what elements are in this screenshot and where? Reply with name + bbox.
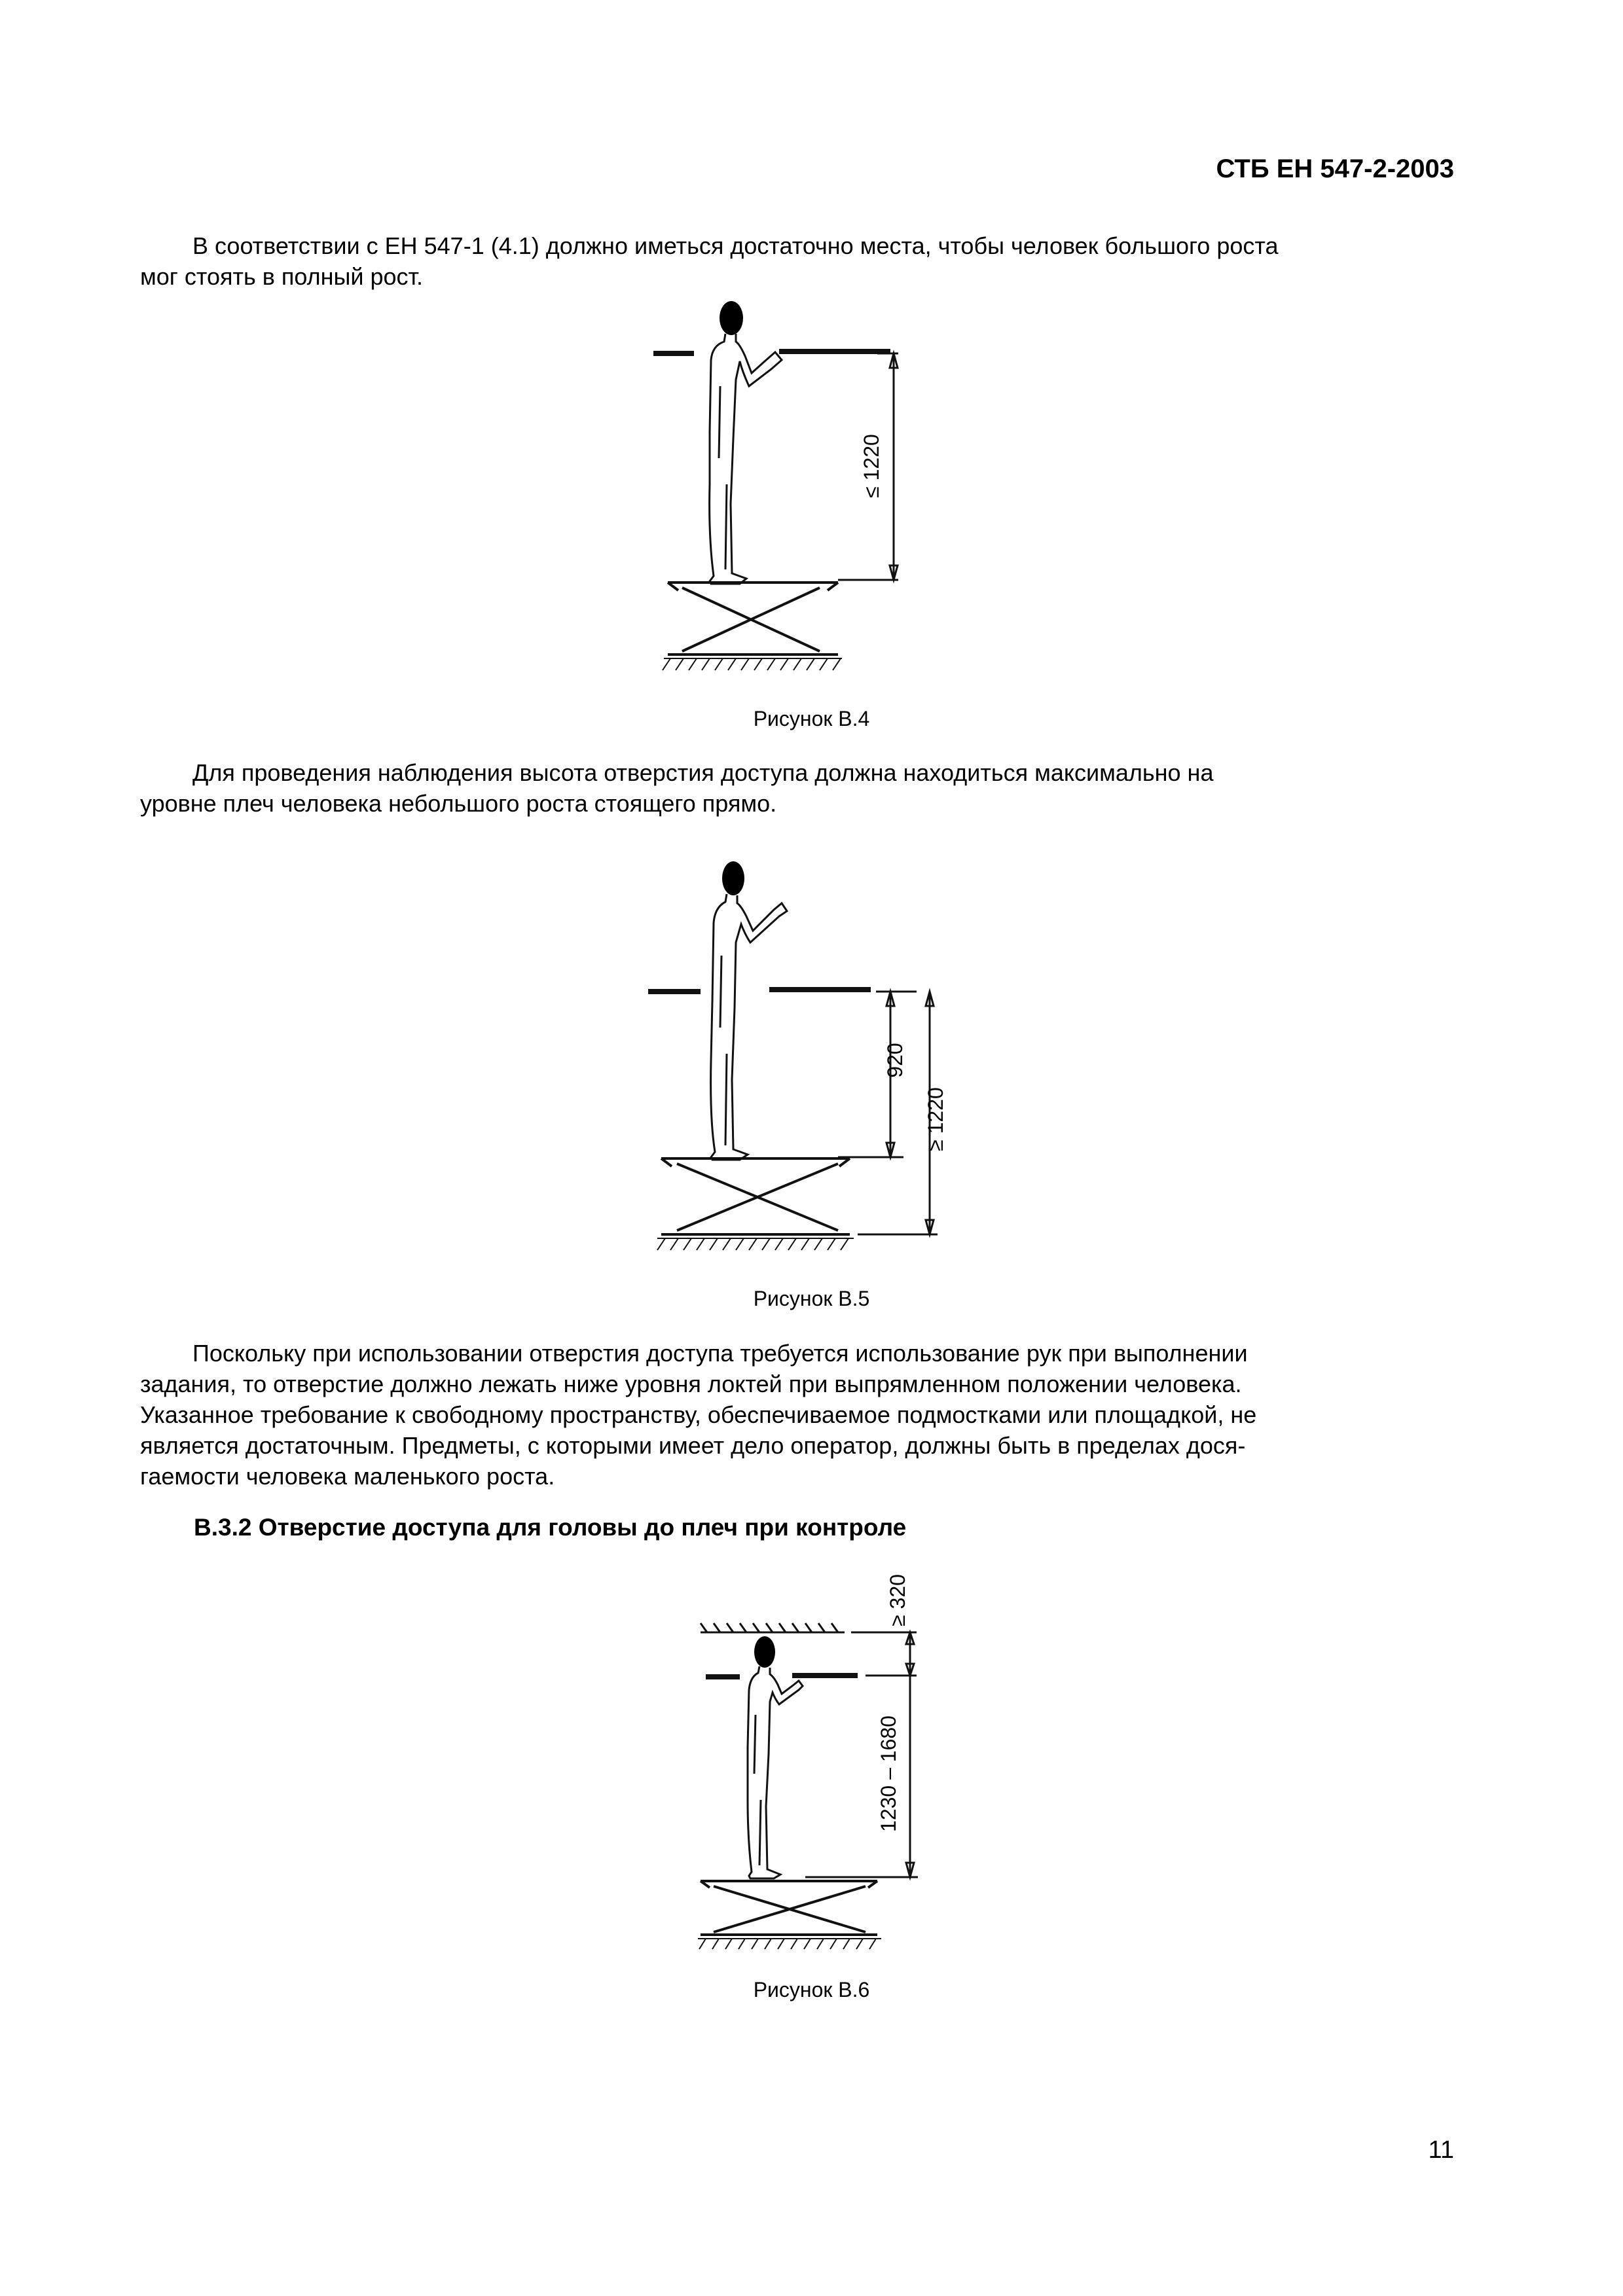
document-number-header: СТБ ЕН 547-2-2003 <box>1216 154 1454 183</box>
person-figure <box>711 861 787 1160</box>
person-figure <box>748 1636 803 1878</box>
dimension-label-top: ≥ 320 <box>886 1574 909 1626</box>
ground-hatch <box>663 658 842 670</box>
ground-hatch <box>698 1939 881 1949</box>
paragraph-line: Поскольку при использовании отверстия доступа требуется использование рук при выполнении <box>192 1340 1248 1367</box>
paragraph-line: В соответствии с ЕН 547-1 (4.1) должно иметься достаточно места, чтобы человек большого роста <box>192 232 1279 259</box>
section-heading: В.3.2 Отверстие доступа для головы до плеч при контроле <box>194 1514 907 1541</box>
paragraph-line: мог стоять в полный рост. <box>140 263 424 290</box>
dimension-label: ≤ 1220 <box>860 434 883 498</box>
paragraph-observation <box>140 757 1454 819</box>
paragraph-line: задания, то отверстие должно лежать ниже уровня локтей при выпрямленном положении человека. <box>140 1371 1242 1397</box>
scissor-platform <box>668 583 838 655</box>
ground-hatch <box>657 1238 854 1250</box>
paragraph-line: Указанное требование к свободному пространству, обеспечиваемое подмостками или площадкой, не <box>140 1401 1257 1428</box>
figure-b4-diagram <box>642 288 917 694</box>
dimension-label-inner: 920 <box>883 1043 907 1078</box>
figure-b4-caption: Рисунок В.4 <box>753 707 870 730</box>
figure-b5-diagram <box>642 844 982 1263</box>
dimension-label-main: 1230 – 1680 <box>877 1715 900 1832</box>
paragraph-intro <box>140 230 1454 292</box>
paragraph-requirements <box>140 1338 1454 1492</box>
dimension-lines-b5 <box>838 992 938 1234</box>
scissor-platform <box>661 1158 850 1234</box>
dimension-lines-b6 <box>805 1632 918 1877</box>
paragraph-line: уровне плеч человека небольшого роста стоящего прямо. <box>140 790 777 817</box>
dimension-label-outer: ≥ 1220 <box>924 1087 947 1151</box>
figure-b6-caption: Рисунок В.6 <box>753 1978 870 2001</box>
paragraph-line: Для проведения наблюдения высота отверстия доступа должна находиться максимально на <box>192 759 1214 786</box>
ceiling <box>701 1623 845 1632</box>
person-figure <box>710 301 782 584</box>
paragraph-line: гаемости человека маленького роста. <box>140 1463 555 1490</box>
paragraph-line: является достаточным. Предметы, с которыми имеет дело оператор, должны быть в пределах дося- <box>140 1432 1246 1459</box>
figure-b6-diagram <box>687 1564 962 1957</box>
figure-b5-caption: Рисунок В.5 <box>753 1287 870 1310</box>
scissor-platform <box>701 1881 877 1935</box>
page-number: 11 <box>1428 2136 1454 2164</box>
